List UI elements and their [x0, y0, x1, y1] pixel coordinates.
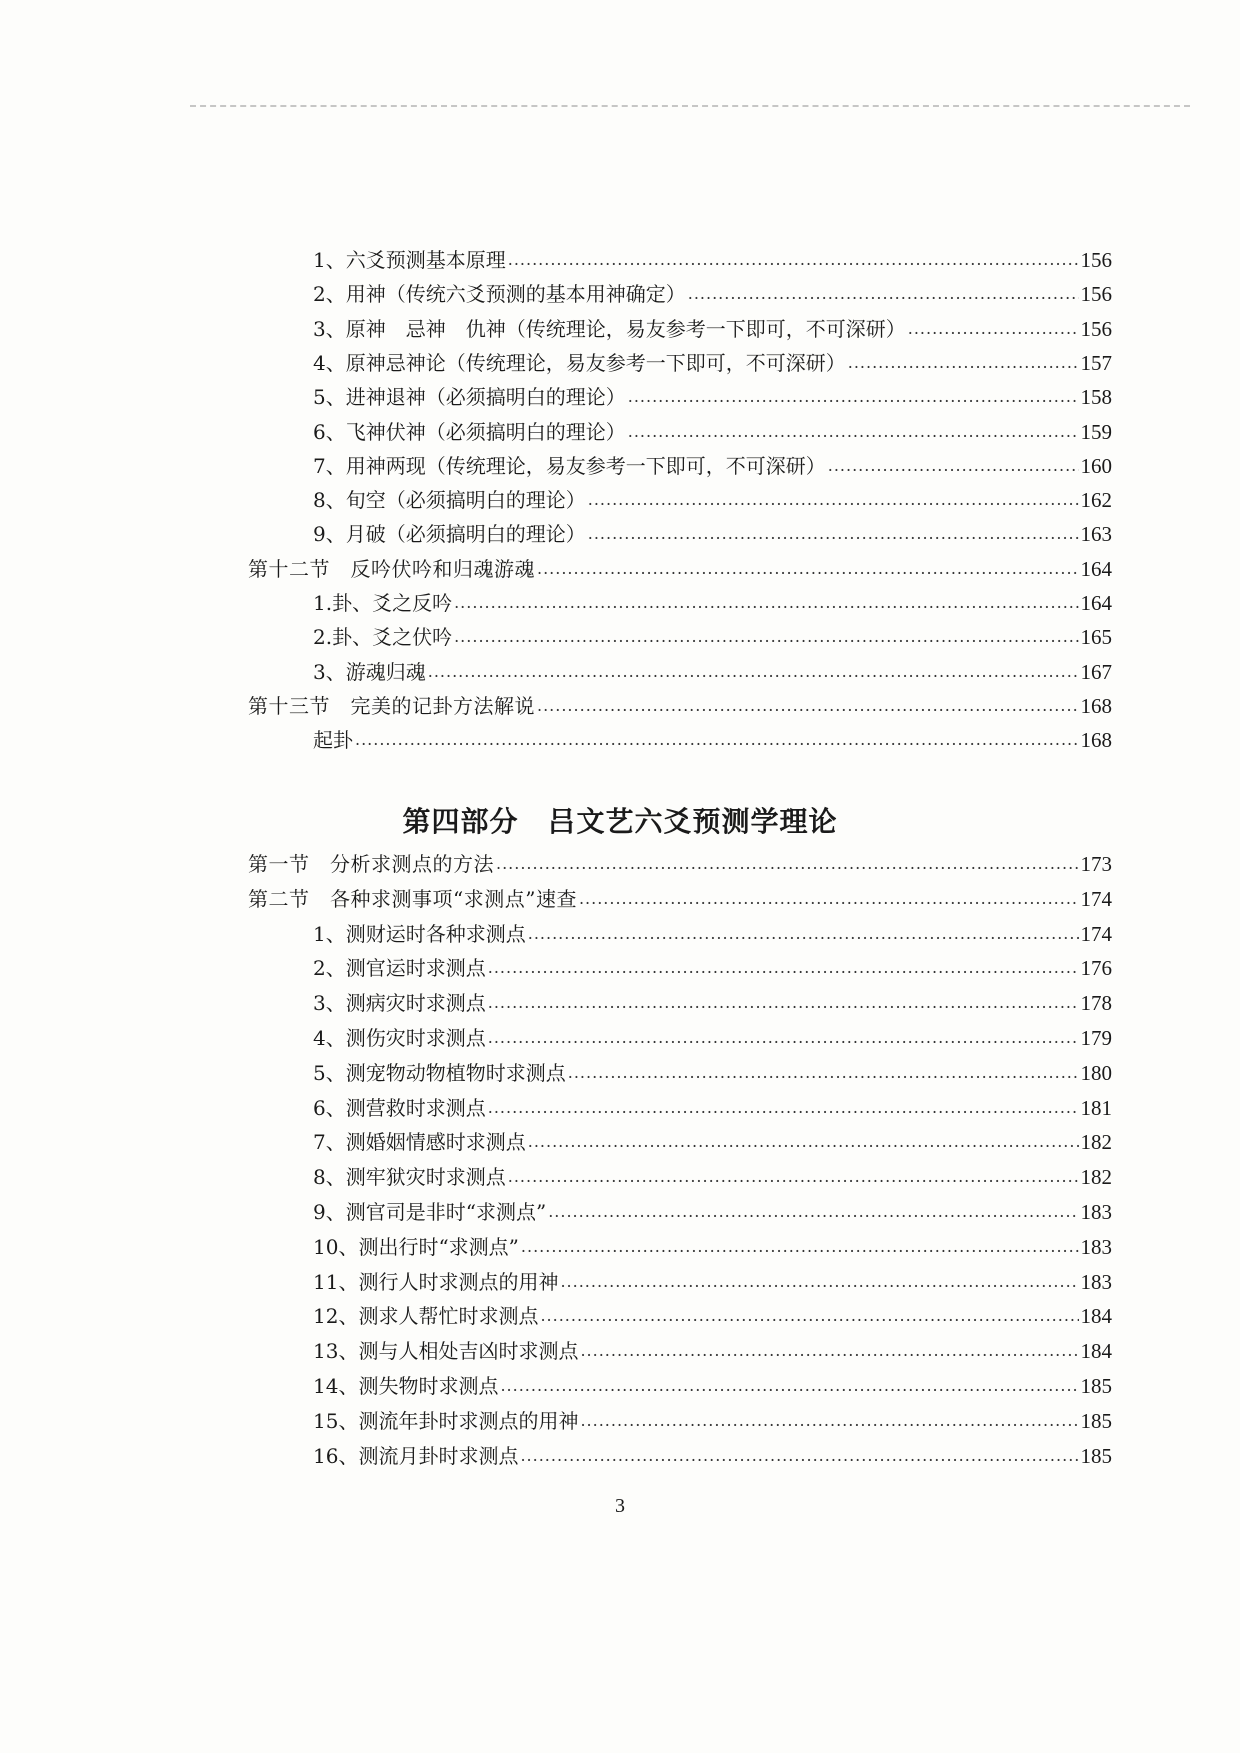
toc-entry-row: [313, 1200, 1112, 1224]
toc-entry-label: 7、用神两现（传统理论，易友参考一下即可，不可深研）: [313, 453, 826, 478]
toc-page-number: 156: [1080, 282, 1112, 307]
toc-entry-label: 8、旬空（必须搞明白的理论）: [313, 488, 586, 513]
toc-leader-dots: [848, 351, 1079, 375]
toc-leader-dots: [520, 1444, 1078, 1468]
toc-entry-row: [313, 282, 1112, 306]
toc-entry-label: 5、测宠物动物植物时求测点: [313, 1060, 566, 1085]
toc-page-number: 183: [1080, 1234, 1112, 1259]
toc-entry-row: [313, 1096, 1112, 1120]
toc-entry-label: 2.卦、爻之伏吟: [313, 625, 453, 650]
toc-entry-row: [313, 625, 1112, 649]
toc-entry-row: [313, 420, 1112, 444]
toc-page-number: 156: [1080, 316, 1112, 341]
toc-page-number: 165: [1080, 625, 1112, 650]
toc-entry-row: [313, 522, 1112, 546]
toc-leader-dots: [454, 591, 1078, 615]
toc-entry-row: [313, 351, 1112, 375]
toc-leader-dots: [537, 694, 1079, 718]
toc-page-number: 181: [1080, 1095, 1112, 1120]
toc-entry-label: 5、进神退神（必须搞明白的理论）: [313, 385, 626, 410]
page-number: 3: [615, 1495, 625, 1517]
toc-page-number: 184: [1080, 1339, 1112, 1364]
toc-page-number: 178: [1080, 991, 1112, 1016]
toc-section-row: [248, 852, 1112, 876]
toc-entry-row: [313, 1026, 1112, 1050]
scan-artifact-line: [190, 105, 1190, 107]
toc-leader-dots: [508, 1165, 1079, 1189]
toc-entry-label: 3、游魂归魂: [313, 659, 426, 684]
toc-entry-label: 1、测财运时各种求测点: [313, 921, 526, 946]
toc-page-number: 159: [1080, 419, 1112, 444]
toc-entry-row: [313, 385, 1112, 409]
toc-entry-label: 3、原神 忌神 仇神（传统理论，易友参考一下即可，不可深研）: [313, 316, 906, 341]
toc-page-number: 184: [1080, 1304, 1112, 1329]
toc-page-number: 164: [1080, 591, 1112, 615]
toc-entry-label: 6、测营救时求测点: [313, 1095, 486, 1120]
toc-page-number: 183: [1080, 1200, 1112, 1224]
toc-leader-dots: [488, 956, 1079, 980]
toc-entry-row: [313, 991, 1112, 1015]
toc-leader-dots: [588, 488, 1079, 512]
toc-entry-label: 3、测病灾时求测点: [313, 991, 486, 1016]
toc-page-number: 168: [1080, 728, 1112, 753]
toc-leader-dots: [688, 282, 1079, 306]
toc-entry-label: 1、六爻预测基本原理: [313, 248, 506, 272]
toc-page-number: 179: [1080, 1026, 1112, 1050]
toc-entry-label: 11、测行人时求测点的用神: [313, 1269, 559, 1294]
toc-page-number: 180: [1080, 1060, 1112, 1085]
toc-entry-label: 13、测与人相处吉凶时求测点: [313, 1339, 579, 1364]
toc-leader-dots: [579, 887, 1079, 911]
toc-leader-dots: [908, 317, 1079, 341]
toc-entry-label: 4、测伤灾时求测点: [313, 1026, 486, 1050]
toc-leader-dots: [528, 922, 1079, 946]
toc-entry-row: [313, 1130, 1112, 1154]
toc-page-number: 160: [1080, 453, 1112, 478]
toc-leader-dots: [500, 1374, 1078, 1398]
toc-entry-label: 15、测流年卦时求测点的用神: [313, 1408, 579, 1433]
toc-leader-dots: [628, 420, 1079, 444]
toc-leader-dots: [580, 1409, 1078, 1433]
toc-leader-dots: [488, 1026, 1079, 1050]
toc-entry-row: [313, 1339, 1112, 1363]
toc-entry-row: [313, 1304, 1112, 1328]
toc-entry-label: 14、测失物时求测点: [313, 1374, 499, 1398]
toc-entry-row: [313, 488, 1112, 512]
toc-entry-label: 起卦: [313, 728, 353, 753]
toc-entry-label: 6、飞神伏神（必须搞明白的理论）: [313, 419, 626, 444]
toc-leader-dots: [588, 522, 1079, 546]
toc-entry-label: 9、测官司是非时“求测点”: [313, 1200, 547, 1224]
toc-page-number: 176: [1080, 956, 1112, 981]
toc-entry-label: 16、测流月卦时求测点: [313, 1443, 519, 1468]
toc-section-row: [248, 694, 1112, 718]
toc-page-number: 167: [1080, 659, 1112, 684]
toc-leader-dots: [828, 454, 1079, 478]
toc-leader-dots: [580, 1339, 1078, 1363]
toc-leader-dots: [508, 248, 1079, 272]
toc-leader-dots: [355, 728, 1079, 752]
toc-entry-label: 第一节 分析求测点的方法: [248, 852, 494, 876]
toc-entry-label: 第十二节 反吟伏吟和归魂游魂: [248, 556, 535, 581]
toc-entry-label: 第二节 各种求测事项“求测点”速查: [248, 886, 577, 911]
part4-title: 第四部分 吕文艺六爻预测学理论: [402, 805, 838, 838]
toc-page-number: 185: [1080, 1443, 1112, 1468]
toc-leader-dots: [454, 625, 1078, 649]
toc-entry-label: 2、测官运时求测点: [313, 956, 486, 981]
toc-page-number: 174: [1080, 886, 1112, 911]
toc-entry-label: 第十三节 完美的记卦方法解说: [248, 693, 535, 718]
toc-entry-row: [313, 1374, 1112, 1398]
toc-leader-dots: [521, 1235, 1079, 1259]
toc-page-number: 182: [1080, 1165, 1112, 1190]
toc-section-row: [248, 557, 1112, 581]
toc-leader-dots: [537, 557, 1079, 581]
toc-entry-row: [313, 728, 1112, 752]
toc-entry-row: [313, 591, 1112, 615]
toc-entry-row: [313, 922, 1112, 946]
toc-leader-dots: [560, 1270, 1078, 1294]
toc-page-number: 183: [1080, 1269, 1112, 1294]
toc-entry-row: [313, 1165, 1112, 1189]
toc-entry-label: 12、测求人帮忙时求测点: [313, 1304, 539, 1329]
toc-page-number: 185: [1080, 1374, 1112, 1398]
toc-entry-label: 9、月破（必须搞明白的理论）: [313, 522, 586, 547]
toc-entry-label: 7、测婚姻情感时求测点: [313, 1130, 526, 1155]
toc-page-number: 164: [1080, 556, 1112, 581]
toc-leader-dots: [540, 1304, 1078, 1328]
toc-entry-label: 8、测牢狱灾时求测点: [313, 1165, 506, 1190]
toc-entry-label: 1.卦、爻之反吟: [313, 591, 453, 615]
toc-page-number: 157: [1080, 350, 1112, 375]
toc-entry-row: [313, 1061, 1112, 1085]
toc-leader-dots: [628, 385, 1079, 409]
toc-leader-dots: [488, 991, 1079, 1015]
toc-page-number: 168: [1080, 693, 1112, 718]
toc-entry-row: [313, 1444, 1112, 1468]
toc-entry-row: [313, 660, 1112, 684]
toc-page-number: 182: [1080, 1130, 1112, 1155]
toc-page-number: 156: [1080, 248, 1112, 272]
toc-entry-row: [313, 248, 1112, 272]
toc-entry-row: [313, 317, 1112, 341]
toc-leader-dots: [488, 1096, 1079, 1120]
toc-page-number: 174: [1080, 921, 1112, 946]
toc-leader-dots: [568, 1061, 1079, 1085]
toc-entry-label: 10、测出行时“求测点”: [313, 1234, 519, 1259]
toc-entry-row: [313, 454, 1112, 478]
toc-page-number: 173: [1080, 852, 1112, 876]
toc-page-number: 185: [1080, 1408, 1112, 1433]
toc-page-number: 163: [1080, 522, 1112, 547]
toc-leader-dots: [496, 852, 1079, 876]
toc-leader-dots: [528, 1130, 1079, 1154]
toc-section-row: [248, 887, 1112, 911]
toc-entry-row: [313, 1235, 1112, 1259]
toc-page-number: 162: [1080, 488, 1112, 513]
toc-leader-dots: [548, 1200, 1078, 1224]
toc-entry-label: 2、用神（传统六爻预测的基本用神确定）: [313, 282, 686, 307]
toc-leader-dots: [428, 660, 1079, 684]
toc-entry-row: [313, 956, 1112, 980]
toc-entry-row: [313, 1270, 1112, 1294]
toc-page-number: 158: [1080, 385, 1112, 410]
toc-entry-label: 4、原神忌神论（传统理论，易友参考一下即可，不可深研）: [313, 350, 846, 375]
toc-entry-row: [313, 1409, 1112, 1433]
